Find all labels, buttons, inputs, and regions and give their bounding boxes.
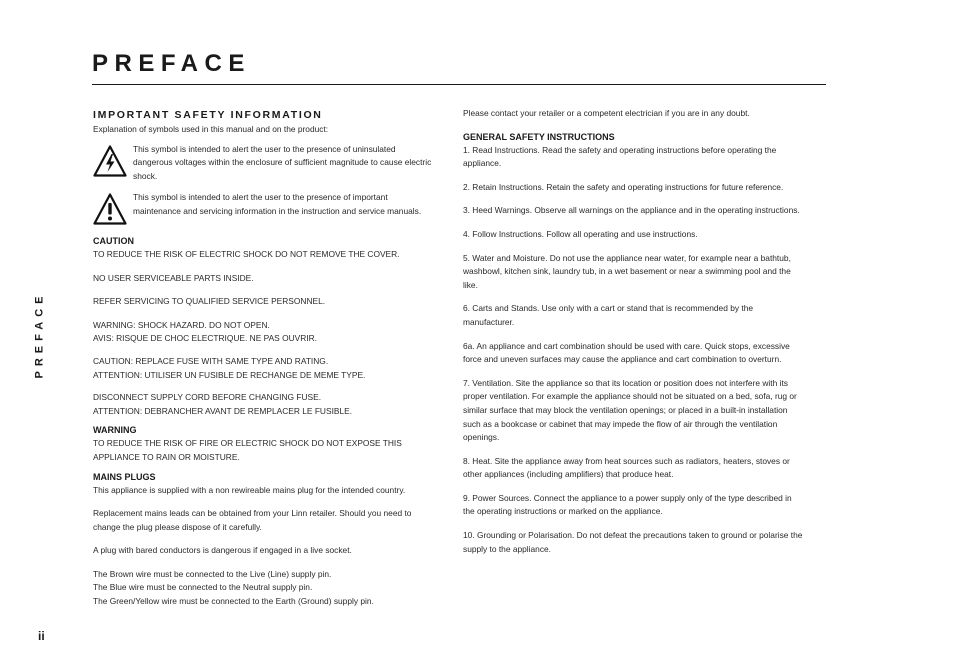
side-section-label <box>24 290 54 380</box>
caution-line: TO REDUCE THE RISK OF ELECTRIC SHOCK DO NOT REMOVE THE COVER. <box>93 248 400 259</box>
side-label-text: PREFACE <box>33 291 45 379</box>
instruction-item: 5. Water and Moisture. Do not use the appliance near water, for example near a bathtub, washbowl, kitchen sink, laundry tub, in a wet basement or near a swimming pool and the like. <box>463 252 791 290</box>
caution-line: ATTENTION: UTILISER UN FUSIBLE DE RECHANGE DE MEME TYPE. <box>93 369 366 380</box>
contact-note: Please contact your retailer or a competent electrician if you are in any doubt. <box>463 108 750 118</box>
caution-line: NO USER SERVICEABLE PARTS INSIDE. <box>93 272 254 283</box>
caution-line: DISCONNECT SUPPLY CORD BEFORE CHANGING FUSE. <box>93 392 322 403</box>
caution-line: REFER SERVICING TO QUALIFIED SERVICE PERSONNEL. <box>93 296 326 307</box>
caution-line: AVIS: RISQUE DE CHOC ELECTRIQUE. NE PAS OUVRIR. <box>93 333 317 344</box>
caution-line: CAUTION: REPLACE FUSE WITH SAME TYPE AND RATING. <box>93 355 329 366</box>
caution-line: WARNING: SHOCK HAZARD. DO NOT OPEN. <box>93 319 270 330</box>
instruction-item: 4. Follow Instructions. Follow all operating and use instructions. <box>463 228 698 239</box>
instruction-item: 8. Heat. Site the appliance away from heat sources such as radiators, heaters, stoves or other appliances (including amplifiers) that produce heat. <box>463 455 790 480</box>
symbol-row-exclamation <box>93 191 433 230</box>
mains-line: Replacement mains leads can be obtained from your Linn retailer. Should you need to change the plug please dispose of it carefully. <box>93 508 412 532</box>
left-column <box>93 107 433 609</box>
lightning-warning-icon <box>93 145 133 182</box>
general-safety-heading: GENERAL SAFETY INSTRUCTIONS <box>463 131 615 142</box>
instruction-item: 3. Heed Warnings. Observe all warnings on the appliance and in the operating instructions. <box>463 205 800 216</box>
symbols-intro: Explanation of symbols used in this manual and on the product: <box>93 124 329 134</box>
mains-line: The Green/Yellow wire must be connected to the Earth (Ground) supply pin. <box>93 596 374 607</box>
symbol-text-exclamation: This symbol is intended to alert the user to the presence of important maintenance and servicing information in the instruction and service manuals. <box>133 192 422 216</box>
mains-line: The Brown wire must be connected to the Live (Line) supply pin. <box>93 568 332 579</box>
instruction-item: 6a. An appliance and cart combination should be used with care. Quick stops, excessive force and uneven surfaces may cause the appliance and cart combination to overturn. <box>463 340 790 365</box>
instruction-item: 9. Power Sources. Connect the appliance to a power supply only of the type described in the operating instructions or marked on the appliance. <box>463 492 792 517</box>
exclamation-warning-icon <box>93 193 133 230</box>
mains-line: The Blue wire must be connected to the Neutral supply pin. <box>93 582 313 593</box>
page-title: PREFACE <box>92 50 251 77</box>
instruction-item: 2. Retain Instructions. Retain the safety and operating instructions for future reference. <box>463 181 784 192</box>
caution-heading: CAUTION <box>93 235 134 246</box>
mains-line: A plug with bared conductors is dangerous if engaged in a live socket. <box>93 545 352 556</box>
mains-plugs-heading: MAINS PLUGS <box>93 471 156 482</box>
instruction-item: 1. Read Instructions. Read the safety and operating instructions before operating the appliance. <box>463 144 777 169</box>
symbol-text-lightning: This symbol is intended to alert the user to the presence of uninsulated dangerous voltages within the enclosure of sufficient magnitude to cause electric shock. <box>133 143 432 181</box>
caution-line: ATTENTION: DEBRANCHER AVANT DE REMPLACER LE FUSIBLE. <box>93 405 353 416</box>
section-title-safety: IMPORTANT SAFETY INFORMATION <box>93 109 323 121</box>
title-rule <box>92 84 826 85</box>
warning-text: TO REDUCE THE RISK OF FIRE OR ELECTRIC SHOCK DO NOT EXPOSE THIS APPLIANCE TO RAIN OR MOISTURE. <box>93 438 402 462</box>
mains-line: This appliance is supplied with a non rewireable mains plug for the intended country. <box>93 484 406 495</box>
symbol-row-lightning <box>93 143 433 184</box>
page-number: ii <box>38 629 45 643</box>
right-column <box>463 107 803 556</box>
instruction-item: 6. Carts and Stands. Use only with a cart or stand that is recommended by the manufacturer. <box>463 303 754 327</box>
instruction-item: 10. Grounding or Polarisation. Do not defeat the precautions taken to ground or polarise the supply to the appliance. <box>463 530 803 554</box>
instruction-item: 7. Ventilation. Site the appliance so that its location or position does not interfere with its proper ventilation. For example the appliance should not be situated on a bed, sofa, rug or similar surface that may block the ventilation openings; or placed in a built-in installation such as a bookcase or cabinet that may impede the flow of air through the ventilation openings. <box>463 377 797 443</box>
warning-heading: WARNING <box>93 425 137 436</box>
